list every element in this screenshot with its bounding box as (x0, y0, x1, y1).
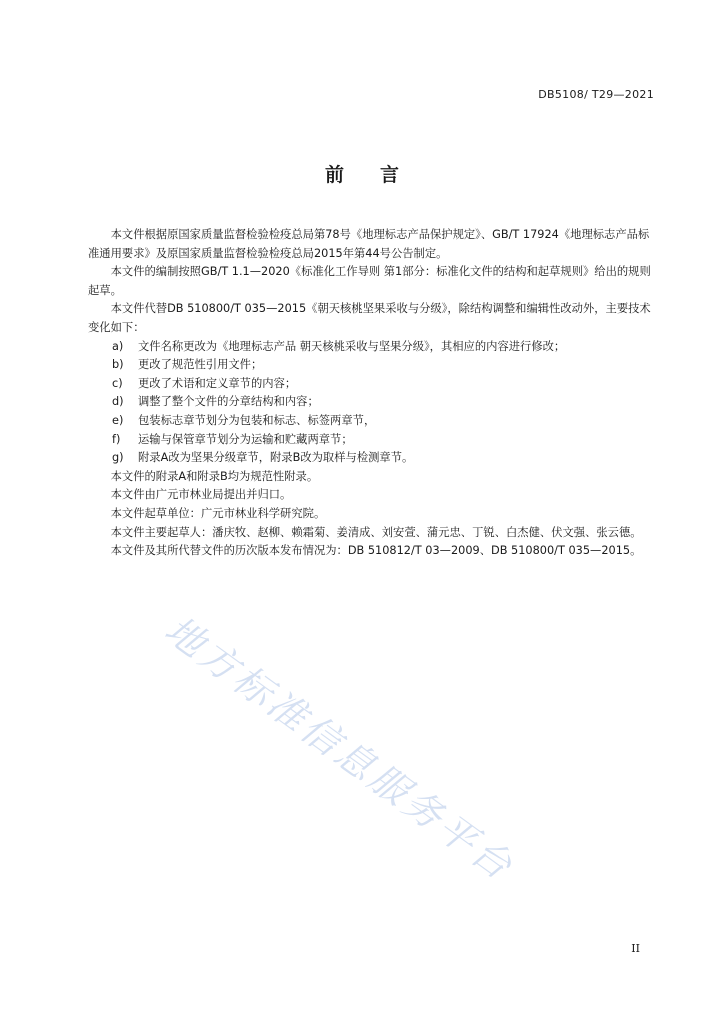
list-item (88, 338, 660, 357)
list-item (88, 449, 660, 468)
paragraph-drafters: 本文件主要起草人：潘庆牧、赵柳、赖霜菊、姜清成、刘安萱、蒲元忠、丁锐、白杰健、伏文强、张云德。 (110, 525, 642, 539)
list-text: 包装标志章节划分为包装和标志、标签两章节， (138, 413, 376, 427)
paragraph-history: 本文件及其所代替文件的历次版本发布情况为：DB 510812/T 03—2009、DB 510800/T 035—2015。 (110, 544, 642, 558)
list-item (88, 375, 660, 394)
watermark: 地方标准信息服务平台 (156, 607, 523, 890)
list-text: 文件名称更改为《地理标志产品 朝天核桃采收与坚果分级》，其相应的内容进行修改； (138, 339, 566, 353)
paragraph-proposer: 本文件由广元市林业局提出并归口。 (110, 488, 292, 502)
list-marker: g) (112, 451, 124, 465)
list-item (88, 412, 660, 431)
paragraph-basis: 本文件根据原国家质量监督检验检疫总局第78号《地理标志产品保护规定》、GB/T 17924《地理标志产品标准通用要求》及原国家质量监督检验检疫总局2015年第44号公告制定。 (88, 228, 650, 260)
paragraph-replacement: 本文件代替DB 510800/T 035—2015《朝天核桃坚果采收与分级》，除结构调整和编辑性改动外，主要技术变化如下： (88, 302, 651, 334)
list-text: 调整了整个文件的分章结构和内容； (138, 395, 319, 409)
list-item (88, 431, 660, 450)
list-text: 附录A改为坚果分级章节，附录B改为取样与检测章节。 (138, 451, 414, 465)
paragraph-drafting-rules: 本文件的编制按照GB/T 1.1—2020《标准化工作导则 第1部分：标准化文件的结构和起草规则》给出的规则起草。 (88, 265, 651, 297)
list-marker: e) (112, 413, 124, 427)
list-marker: d) (112, 395, 124, 409)
list-marker: f) (112, 432, 121, 446)
list-text: 运输与保管章节划分为运输和贮藏两章节； (138, 432, 353, 446)
document-code: DB5108/ T29—2021 (538, 88, 654, 101)
list-marker: a) (112, 339, 124, 353)
paragraph-appendix: 本文件的附录A和附录B均为规范性附录。 (110, 469, 319, 483)
list-marker: c) (112, 376, 123, 390)
list-text: 更改了规范性引用文件； (138, 358, 263, 372)
page-title: 前言 (324, 164, 435, 186)
list-item (88, 356, 660, 375)
list-item (88, 393, 660, 412)
foreword-body (88, 226, 660, 561)
list-text: 更改了术语和定义章节的内容； (138, 376, 297, 390)
page-number: II (631, 942, 640, 955)
list-marker: b) (112, 358, 124, 372)
paragraph-drafting-unit: 本文件起草单位：广元市林业科学研究院。 (110, 506, 326, 520)
